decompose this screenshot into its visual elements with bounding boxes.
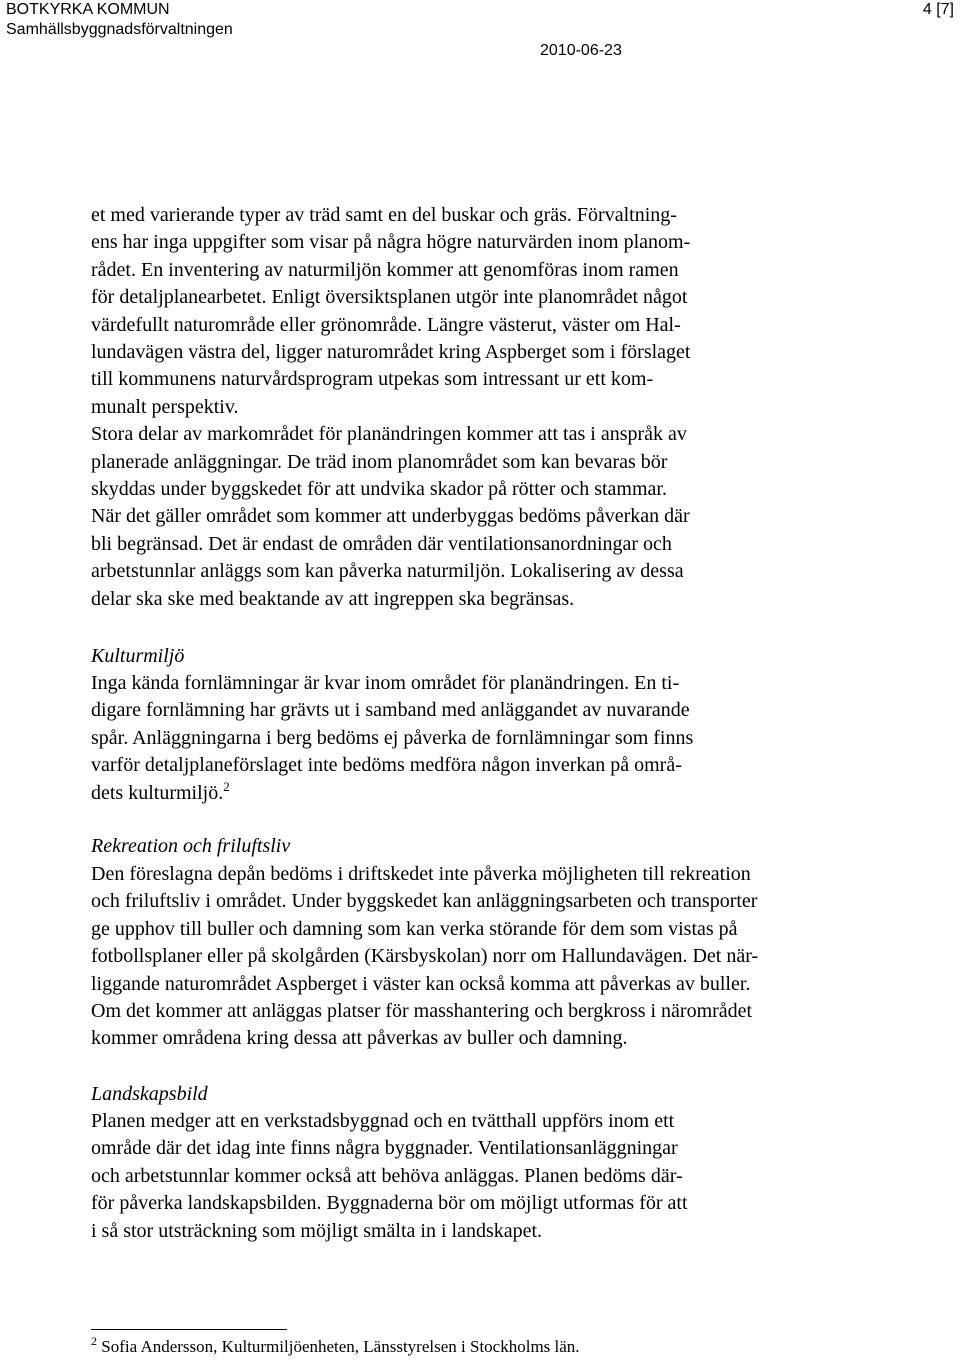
text-line: När det gäller området som kommer att underbyggas bedöms påverkan där [91,505,690,528]
department-name: Samhällsbyggnadsförvaltningen [6,21,233,38]
document-date: 2010-06-23 [540,42,622,59]
text-line: Inga kända fornlämningar är kvar inom området för planändringen. En ti- [91,672,680,694]
organization-name: BOTKYRKA KOMMUN [6,1,170,18]
text-line: till kommunens naturvårdsprogram utpekas som intressant ur ett kom- [91,368,654,391]
text-line: Stora delar av markområdet för planändringen kommer att tas i anspråk av [91,423,687,446]
text-line: digare fornlämning har grävts ut i samband med anläggandet av nuvarande [91,699,690,722]
text-line: kommer områdena kring dessa att påverkas av buller och damning. [91,1027,628,1050]
text-line: för påverka landskapsbilden. Byggnaderna bör om möjligt utformas för att [91,1192,688,1215]
text-line: och friluftsliv i området. Under byggskedet kan anläggningsarbeten och transporter [91,890,758,913]
rekreation-paragraph [91,861,758,1053]
text-line: delar ska ske med beaktande av att ingreppen ska begränsas. [91,587,575,610]
text-line: skyddas under byggskedet för att undvika skador på rötter och stammar. [91,478,667,501]
kulturmiljo-paragraph [91,670,693,807]
text-line-content: dets kulturmiljö. [91,781,224,804]
text-line: Om det kommer att anläggas platser för masshantering och bergkross i närområdet [91,1000,753,1023]
text-line: spår. Anläggningarna i berg bedöms ej påverka de fornlämningar som finns [91,726,694,749]
text-line: och arbetstunnlar kommer också att behöva anläggas. Planen bedöms där- [91,1164,683,1187]
section-heading-rekreation: Rekreation och friluftsliv [91,835,291,857]
text-line: Planen medger att en verkstadsbyggnad och en tvätthall uppförs inom ett [91,1110,675,1132]
footnote-number: 2 [91,1334,97,1348]
footnote-text: Sofia Andersson, Kulturmiljöenheten, Länsstyrelsen i Stockholms län. [101,1337,580,1356]
intro-paragraph [91,202,690,613]
text-line: arbetstunnlar anläggs som kan påverka naturmiljön. Lokalisering av dessa [91,560,684,583]
footnote-separator [91,1329,287,1330]
text-line: område där det idag inte finns några byggnader. Ventilationsanläggningar [91,1137,678,1160]
landskapsbild-paragraph [91,1108,688,1245]
text-line: i så stor utsträckning som möjligt smälta in i landskapet. [91,1219,543,1242]
text-line: lundavägen västra del, ligger naturområdet kring Aspberget som i förslaget [91,341,691,364]
text-line: värdefullt naturområde eller grönområde. Längre västerut, väster om Hal- [91,313,681,336]
text-line: Den föreslagna depån bedöms i driftskedet inte påverka möjligheten till rekreation [91,863,751,885]
page-number: 4 [7] [922,1,954,18]
text-line: fotbollsplaner eller på skolgården (Kärsbyskolan) norr om Hallundavägen. Det när- [91,945,759,968]
text-line: varför detaljplaneförslaget inte bedöms medföra någon inverkan på områ- [91,754,682,777]
footnote-reference: 2 [223,778,230,794]
section-heading-kulturmiljo: Kulturmiljö [91,645,185,667]
text-line: rådet. En inventering av naturmiljön kommer att genomföras inom ramen [91,258,679,281]
text-line: et med varierande typer av träd samt en del buskar och gräs. Förvaltning- [91,204,677,226]
text-line: ge upphov till buller och damning som kan verka störande för dem som vistas på [91,917,738,940]
text-line: för detaljplanearbetet. Enligt översiktsplanen utgör inte planområdet något [91,286,688,309]
text-line: liggande naturområdet Aspberget i väster kan också komma att påverkas av buller. [91,972,751,995]
text-line [91,780,693,807]
text-line: bli begränsad. Det är endast de områden där ventilationsanordningar och [91,532,672,555]
footnote [91,1334,580,1357]
text-line: ens har inga uppgifter som visar på några högre naturvärden inom planom- [91,231,691,254]
section-heading-landskapsbild: Landskapsbild [91,1083,208,1105]
text-line: munalt perspektiv. [91,395,239,418]
text-line: planerade anläggningar. De träd inom planområdet som kan bevaras bör [91,450,668,473]
